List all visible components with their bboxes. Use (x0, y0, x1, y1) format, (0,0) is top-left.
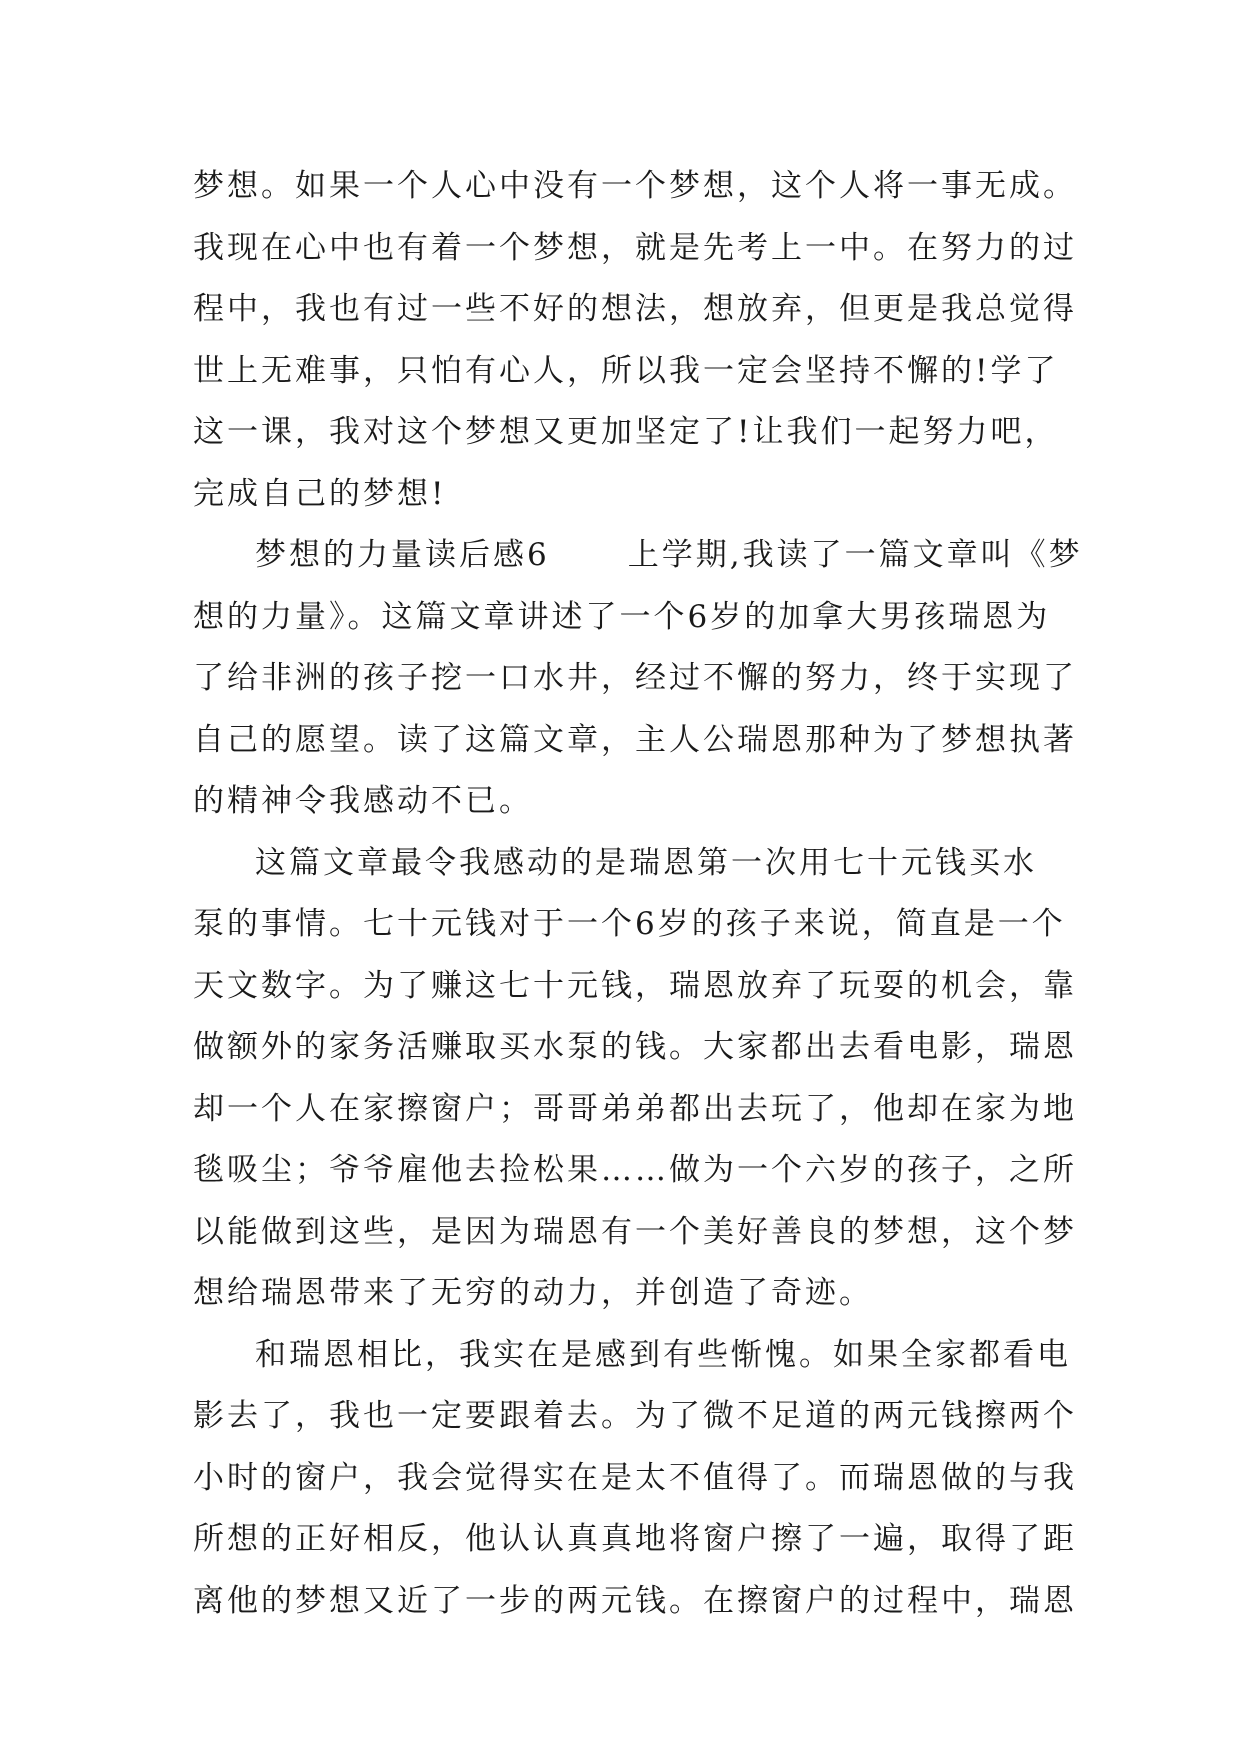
text-line: 这篇文章最令我感动的是瑞恩第一次用七十元钱买水 (255, 844, 1037, 881)
text-line: 梦想。如果一个人心中没有一个梦想，这个人将一事无成。 (193, 168, 1077, 204)
text-line: 所想的正好相反，他认认真真地将窗户擦了一遍，取得了距 (193, 1521, 1077, 1557)
text-line: 这一课，我对这个梦想又更加坚定了!让我们一起努力吧， (193, 414, 1059, 450)
document-body (193, 156, 1083, 1632)
text-line: 天文数字。为了赚这七十元钱，瑞恩放弃了玩耍的机会，靠 (193, 967, 1077, 1004)
text-line: 影去了，我也一定要跟着去。为了微不足道的两元钱擦两个 (193, 1398, 1077, 1434)
text-line: 做额外的家务活赚取买水泵的钱。大家都出去看电影，瑞恩 (193, 1029, 1077, 1065)
text-line: 想的力量》。这篇文章讲述了一个6岁的加拿大男孩瑞恩为 (193, 598, 1051, 635)
paragraph (193, 1325, 1077, 1633)
text-line: 小时的窗户，我会觉得实在是太不值得了。而瑞恩做的与我 (193, 1459, 1077, 1496)
text-line: 完成自己的梦想! (193, 475, 447, 512)
text-line: 自己的愿望。读了这篇文章，主人公瑞恩那种为了梦想执著 (193, 721, 1077, 758)
paragraph (193, 833, 1077, 1325)
paragraph (193, 525, 1083, 833)
text-line: 程中，我也有过一些不好的想法，想放弃，但更是我总觉得 (193, 291, 1077, 327)
paragraph (193, 156, 1077, 525)
text-line (193, 525, 1083, 587)
text-line-content: 上学期,我读了一篇文章叫《梦 (627, 537, 1083, 573)
text-line: 了给非洲的孩子挖一口水井，经过不懈的努力，终于实现了 (193, 660, 1077, 696)
text-line: 想给瑞恩带来了无穷的动力，并创造了奇迹。 (193, 1275, 873, 1311)
text-line: 和瑞恩相比，我实在是感到有些惭愧。如果全家都看电 (255, 1336, 1071, 1373)
text-line: 泵的事情。七十元钱对于一个6岁的孩子来说，简直是一个 (193, 906, 1066, 942)
text-line: 的精神令我感动不已。 (193, 783, 533, 819)
text-line: 我现在心中也有着一个梦想，就是先考上一中。在努力的过 (193, 229, 1077, 266)
section-heading: 梦想的力量读后感6 (255, 537, 550, 573)
text-line: 却一个人在家擦窗户；哥哥弟弟都出去玩了，他却在家为地 (193, 1090, 1077, 1127)
text-line: 世上无难事，只怕有心人，所以我一定会坚持不懈的!学了 (193, 352, 1059, 389)
text-line: 以能做到这些，是因为瑞恩有一个美好善良的梦想，这个梦 (193, 1213, 1077, 1250)
text-line: 离他的梦想又近了一步的两元钱。在擦窗户的过程中，瑞恩 (193, 1582, 1077, 1619)
text-line: 毯吸尘；爷爷雇他去捡松果……做为一个六岁的孩子，之所 (193, 1152, 1077, 1188)
